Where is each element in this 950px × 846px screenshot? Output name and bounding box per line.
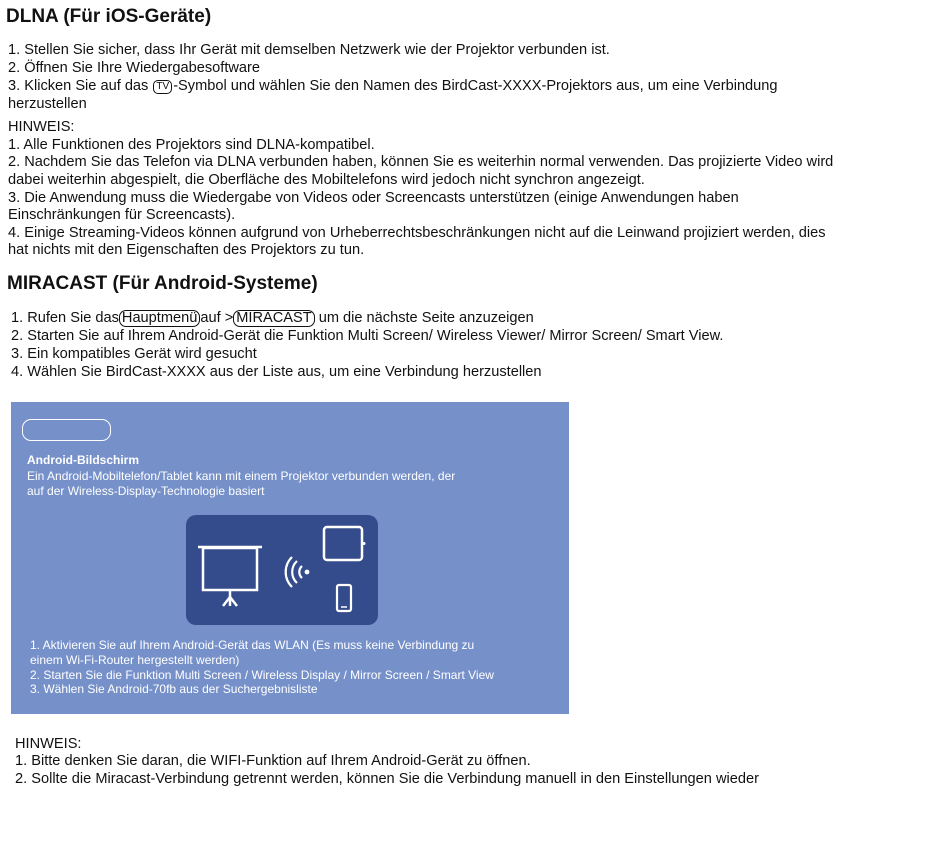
dlna-note-label: HINWEIS: [8, 119, 75, 135]
dlna-step-3-post: -Symbol und wählen Sie den Namen des BirdCast-XXXX-Projektors aus, um eine Verbindung [173, 78, 778, 94]
tv-icon: TV [153, 80, 172, 94]
android-screen-desc-2: auf der Wireless-Display-Technologie basiert [27, 484, 265, 498]
connection-illustration [186, 515, 378, 625]
miracast-heading: MIRACAST (Für Android-Systeme) [7, 273, 318, 294]
android-screen-desc-1: Ein Android-Mobiltelefon/Tablet kann mit einem Projektor verbunden werden, der [27, 469, 456, 483]
dlna-step-2: 2. Öffnen Sie Ihre Wiedergabesoftware [8, 60, 261, 76]
dlna-note-4-cont: hat nichts mit den Eigenschaften des Projektors zu tun. [8, 242, 365, 258]
android-instruction-1-cont: einem Wi-Fi-Router hergestellt werden) [30, 653, 240, 667]
wifi-signal-icon [286, 557, 310, 587]
dlna-note-3: 3. Die Anwendung muss die Wiedergabe von Videos oder Screencasts unterstützen (einige Anwendungen haben [8, 190, 739, 206]
miracast-step-1 [11, 310, 534, 328]
miracast-step-1-post: um die nächste Seite anzuzeigen [318, 310, 534, 326]
dlna-note-2-cont: dabei weiterhin abgespielt, die Oberfläche des Mobiltelefons wird jedoch nicht synchron angezeigt. [8, 172, 645, 188]
connection-illustration-svg [186, 515, 378, 625]
pill-button [22, 419, 111, 441]
final-note-1: 1. Bitte denken Sie daran, die WIFI-Funktion auf Ihrem Android-Gerät zu öffnen. [15, 753, 531, 769]
android-instruction-1: 1. Aktivieren Sie auf Ihrem Android-Gerät das WLAN (Es muss keine Verbindung zu [30, 638, 475, 652]
android-screen-title: Android-Bildschirm [27, 453, 140, 467]
dlna-heading: DLNA (Für iOS-Geräte) [6, 6, 212, 27]
miracast-step-1-mid: auf > [200, 310, 234, 326]
final-note-2: 2. Sollte die Miracast-Verbindung getrennt werden, können Sie die Verbindung manuell in den Einstellungen wieder [15, 771, 759, 787]
dlna-note-2: 2. Nachdem Sie das Telefon via DLNA verbunden haben, können Sie es weiterhin normal verwenden. Das projizierte Video wird [8, 154, 834, 170]
miracast-step-3: 3. Ein kompatibles Gerät wird gesucht [11, 346, 257, 362]
dlna-step-1: 1. Stellen Sie sicher, dass Ihr Gerät mit demselben Netzwerk wie der Projektor verbunden ist. [8, 42, 610, 58]
dlna-step-3-cont: herzustellen [8, 96, 87, 112]
miracast-step-4: 4. Wählen Sie BirdCast-XXXX aus der Liste aus, um eine Verbindung herzustellen [11, 364, 542, 380]
miracast-menu-item: MIRACAST [233, 310, 314, 327]
miracast-step-1-pre: 1. Rufen Sie das [11, 310, 119, 326]
dlna-step-3 [8, 78, 778, 96]
dlna-note-3-cont: Einschränkungen für Screencasts). [8, 207, 236, 223]
main-menu-label: Hauptmenü [119, 310, 200, 327]
android-instruction-2: 2. Starten Sie die Funktion Multi Screen / Wireless Display / Mirror Screen / Smart View [30, 668, 494, 682]
miracast-step-2: 2. Starten Sie auf Ihrem Android-Gerät die Funktion Multi Screen/ Wireless Viewer/ Mirror Screen/ Smart View. [11, 328, 724, 344]
android-instruction-3: 3. Wählen Sie Android-70fb aus der Suchergebnisliste [30, 682, 318, 696]
tablet-icon [324, 527, 366, 560]
final-note-label: HINWEIS: [15, 736, 82, 752]
dlna-note-4: 4. Einige Streaming-Videos können aufgrund von Urheberrechtsbeschränkungen nicht auf die Leinwand projiziert werden, dies [8, 225, 826, 241]
dlna-step-3-pre: 3. Klicken Sie auf das [8, 78, 149, 94]
projector-screen-icon [198, 547, 262, 606]
phone-icon [337, 585, 351, 611]
android-screen-panel [11, 402, 569, 714]
dlna-note-1: 1. Alle Funktionen des Projektors sind DLNA-kompatibel. [8, 137, 375, 153]
